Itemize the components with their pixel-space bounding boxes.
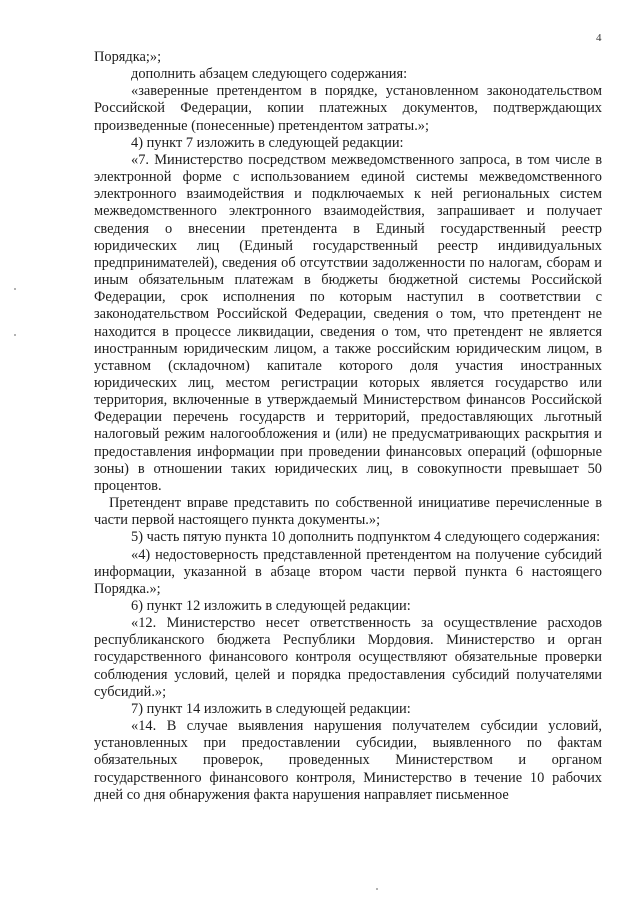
paragraph: Претендент вправе представить по собственной инициативе перечисленные в части первой настоящего пункта документы.»; bbox=[94, 495, 602, 529]
paragraph: «12. Министерство несет ответственность за осуществление расходов республиканского бюджета Республики Мордовия. Министерство и орган государственного финансового контроля осуществляют обязательные проверки соблюдения условий, целей и порядка предоставления субсидий получателями субсидий.»; bbox=[94, 615, 602, 700]
page-number: 4 bbox=[596, 32, 602, 44]
paragraph: «7. Министерство посредством межведомственного запроса, в том числе в электронной форме с использованием единой системы межведомственного электронного взаимодействия и подключаемых к ней региональных систем межведомственного электронного взаимодействия, запрашивает и получает сведения о внесении претендента в Единый государственный реестр юридических лиц (Единый государственный реестр индивидуальных предпринимателей), сведения об отсутствии задолженности по налогам, сборам и иным обязательным платежам в бюджеты бюджетной системы Российской Федерации, срок исполнения по которым наступил в соответствии с законодательством Российской Федерации, сведения о том, что претендент не находится в процессе ликвидации, сведения о том, что претендент не является иностранным юридическим лицом, а также российским юридическим лицом, в уставном (складочном) капитале которого доля участия иностранных юридических лиц, местом регистрации которых является государство или территория, включенные в утверждаемый Министерством финансов Российской Федерации перечень государств и территорий, предоставляющих льготный налоговый режим налогообложения и (или) не предусматривающих раскрытия и предоставления информации при проведении финансовых операций (офшорные зоны) в отношении таких юридических лиц, в совокупности превышает 50 процентов. bbox=[94, 151, 602, 494]
paragraph: дополнить абзацем следующего содержания: bbox=[131, 66, 408, 83]
paragraph: 7) пункт 14 изложить в следующей редакции: bbox=[131, 700, 411, 717]
scan-speck bbox=[14, 334, 16, 336]
paragraph: «14. В случае выявления нарушения получателем субсидии условий, установленных при предоставлении субсидии, выявленного по фактам обязательных проверок, проведенных Министерством и органом государственного финансового контроля, Министерство в течение 10 рабочих дней со дня обнаружения факта нарушения направляет письменное bbox=[94, 718, 602, 803]
scan-speck bbox=[376, 888, 378, 890]
paragraph: Порядка;»; bbox=[94, 49, 162, 65]
paragraph: «4) недостоверность представленной претендентом на получение субсидий информации, указанной в абзаце втором части первой пункта 6 настоящего Порядка.»; bbox=[94, 546, 602, 597]
document-body bbox=[94, 49, 602, 804]
paragraph: 4) пункт 7 изложить в следующей редакции: bbox=[131, 134, 404, 151]
paragraph: «заверенные претендентом в порядке, установленном законодательством Российской Федерации, копии платежных документов, подтверждающих произведенные (понесенные) претендентом затраты.»; bbox=[94, 83, 602, 134]
paragraph: 6) пункт 12 изложить в следующей редакции: bbox=[131, 598, 411, 614]
scan-speck bbox=[14, 288, 16, 290]
paragraph: 5) часть пятую пункта 10 дополнить подпунктом 4 следующего содержания: bbox=[131, 529, 601, 546]
